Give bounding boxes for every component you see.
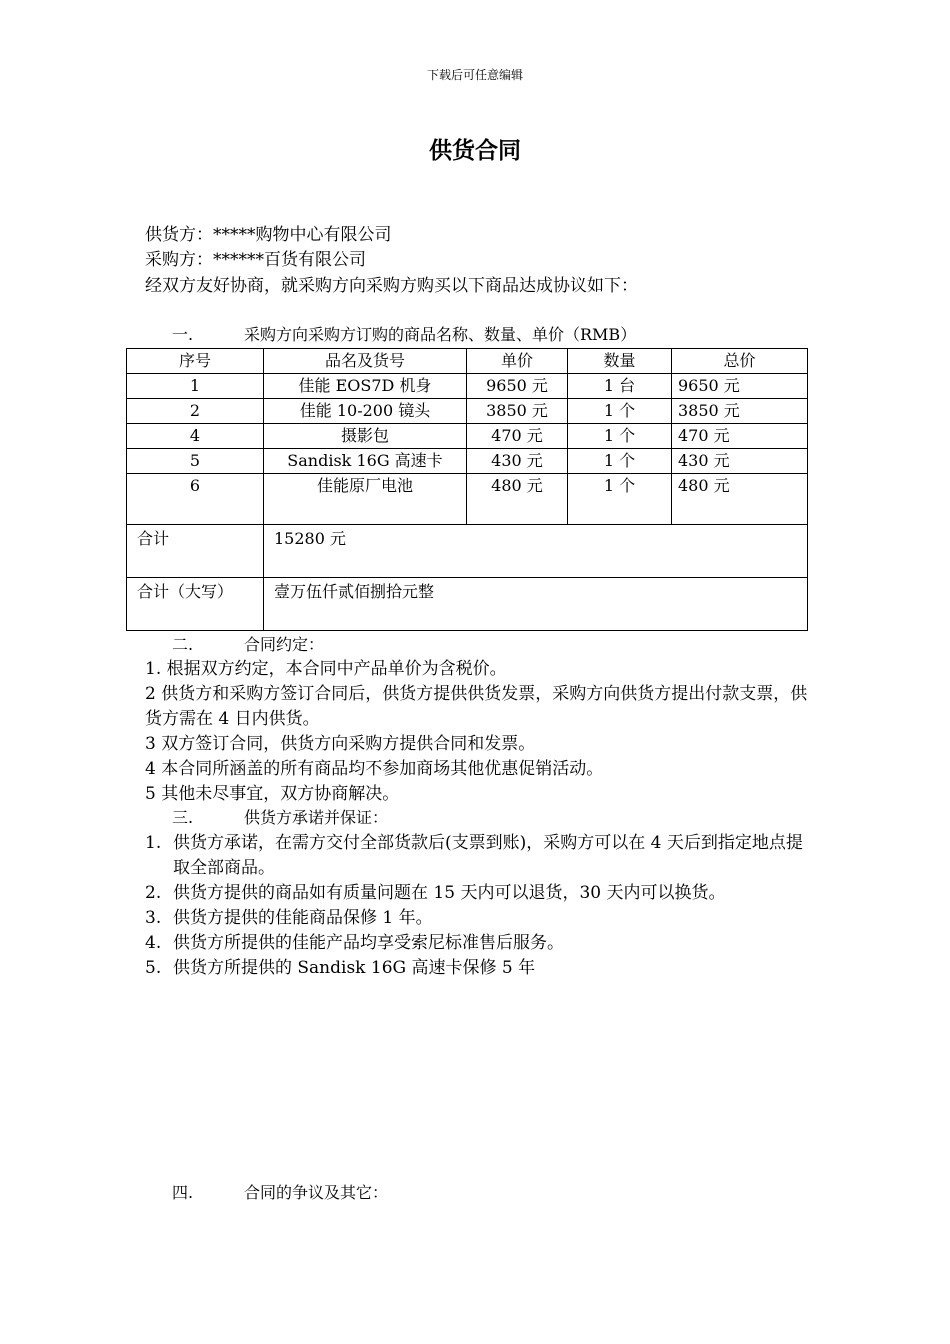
header-cell: 数量	[568, 349, 672, 374]
header-note: 下载后可任意编辑	[426, 68, 523, 82]
row-total: 430 元	[672, 449, 808, 474]
section-1-number: 一.	[172, 325, 194, 344]
item-text: 供货方提供的商品如有质量问题在 15 天内可以退货，30 天内可以换货。	[173, 883, 726, 903]
item-text: 供货方所提供的佳能产品均享受索尼标准售后服务。	[173, 933, 564, 953]
section-3-item	[145, 881, 815, 906]
section-4-number: 四.	[172, 1183, 194, 1202]
header-cell: 序号	[127, 349, 264, 374]
document-title: 供货合同	[429, 137, 521, 164]
row-index: 6	[127, 474, 264, 525]
item-text: 供货方承诺，在需方交付全部货款后(支票到账)，采购方可以在 4 天后到指定地点提取全部商品。	[173, 833, 803, 878]
row-index: 2	[127, 399, 264, 424]
row-unit-price: 470 元	[467, 424, 568, 449]
row-total: 9650 元	[672, 374, 808, 399]
item-text: 供货方提供的佳能商品保修 1 年。	[173, 908, 433, 928]
section-3-number: 三.	[172, 808, 194, 827]
section-1-title: 采购方向采购方订购的商品名称、数量、单价（RMB）	[244, 325, 637, 344]
item-number: 4.	[145, 933, 162, 953]
row-quantity: 1 台	[568, 374, 672, 399]
table-row	[127, 374, 808, 399]
row-index: 5	[127, 449, 264, 474]
section-2-item: 5 其他未尽事宜，双方协商解决。	[145, 784, 400, 804]
row-index: 4	[127, 424, 264, 449]
row-unit-price: 430 元	[467, 449, 568, 474]
header-cell: 总价	[672, 349, 808, 374]
row-product: 佳能 10-200 镜头	[264, 399, 467, 424]
total-caps-label: 合计（大写）	[127, 578, 264, 631]
item-number: 1.	[145, 833, 162, 853]
row-total: 480 元	[672, 474, 808, 525]
item-text: 供货方所提供的 Sandisk 16G 高速卡保修 5 年	[173, 958, 536, 978]
row-quantity: 1 个	[568, 399, 672, 424]
row-unit-price: 3850 元	[467, 399, 568, 424]
header-cell: 品名及货号	[264, 349, 467, 374]
row-unit-price: 9650 元	[467, 374, 568, 399]
section-3-item	[145, 931, 815, 956]
total-caps-value: 壹万伍仟贰佰捌拾元整	[264, 578, 808, 631]
goods-table	[126, 348, 808, 631]
row-index: 1	[127, 374, 264, 399]
section-3-item	[145, 956, 815, 981]
section-2-number: 二.	[172, 635, 194, 654]
buyer-line: 采购方：******百货有限公司	[145, 250, 366, 270]
item-number: 5.	[145, 958, 162, 978]
row-product: 摄影包	[264, 424, 467, 449]
row-total: 3850 元	[672, 399, 808, 424]
section-3-item	[145, 906, 815, 931]
section-3-title: 供货方承诺并保证：	[244, 808, 389, 827]
table-row	[127, 474, 808, 525]
row-product: 佳能原厂电池	[264, 474, 467, 525]
section-2-item: 4 本合同所涵盖的所有商品均不参加商场其他优惠促销活动。	[145, 759, 604, 779]
row-total: 470 元	[672, 424, 808, 449]
row-unit-price: 480 元	[467, 474, 568, 525]
section-2-title: 合同约定：	[244, 635, 325, 654]
row-quantity: 1 个	[568, 474, 672, 525]
total-value: 15280 元	[264, 525, 808, 578]
total-label: 合计	[127, 525, 264, 578]
supplier-line: 供货方：*****购物中心有限公司	[145, 225, 392, 245]
section-2-item: 2 供货方和采购方签订合同后，供货方提供供货发票，采购方向供货方提出付款支票，供货方需在 4 日内供货。	[145, 684, 808, 729]
section-3-item	[145, 831, 815, 881]
total-caps-row	[127, 578, 808, 631]
item-number: 3.	[145, 908, 162, 928]
row-product: 佳能 EOS7D 机身	[264, 374, 467, 399]
item-number: 2.	[145, 883, 162, 903]
section-2-item: 1. 根据双方约定，本合同中产品单价为含税价。	[145, 659, 507, 679]
row-quantity: 1 个	[568, 449, 672, 474]
total-row	[127, 525, 808, 578]
table-row	[127, 449, 808, 474]
table-header-row	[127, 349, 808, 374]
section-2-item: 3 双方签订合同，供货方向采购方提供合同和发票。	[145, 734, 536, 754]
table-row	[127, 424, 808, 449]
table-row	[127, 399, 808, 424]
row-product: Sandisk 16G 高速卡	[264, 449, 467, 474]
header-cell: 单价	[467, 349, 568, 374]
intro-line: 经双方友好协商，就采购方向采购方购买以下商品达成协议如下：	[145, 276, 638, 296]
section-4-title: 合同的争议及其它：	[244, 1183, 389, 1202]
row-quantity: 1 个	[568, 424, 672, 449]
